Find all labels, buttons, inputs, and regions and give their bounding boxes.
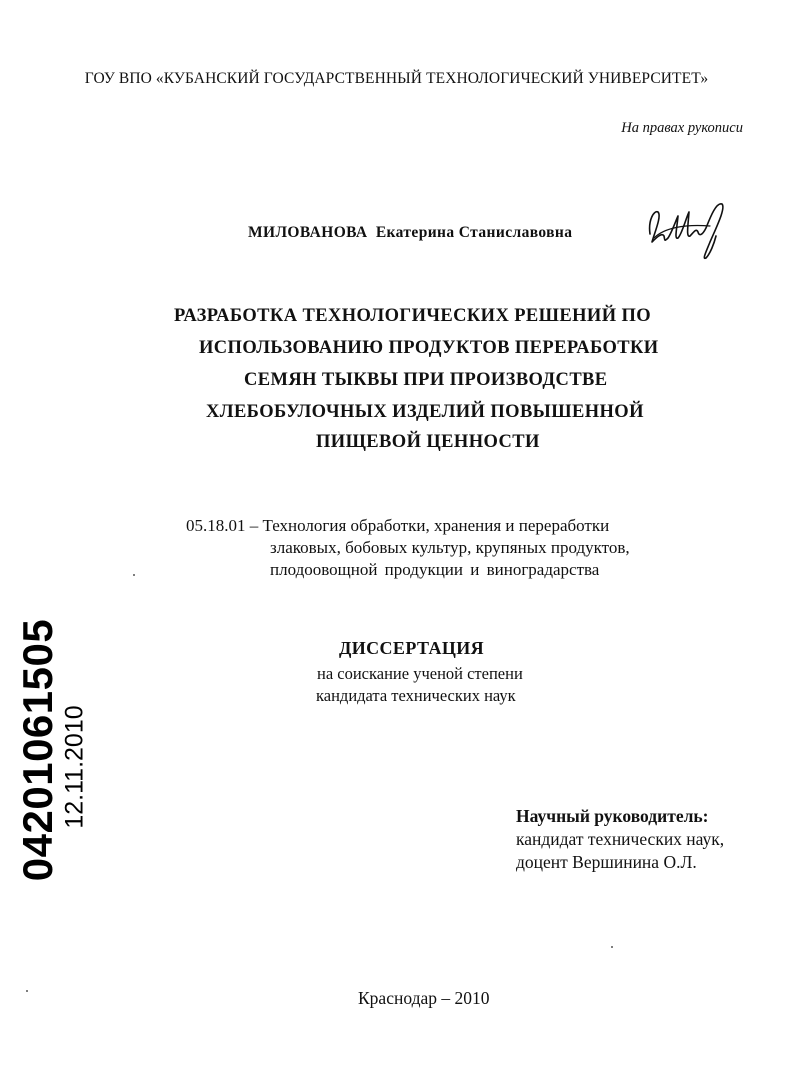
degree-line-1: на соискание ученой степени xyxy=(317,664,523,683)
handwritten-signature xyxy=(644,198,730,264)
title-line-2: ИСПОЛЬЗОВАНИЮ ПРОДУКТОВ ПЕРЕРАБОТКИ xyxy=(199,338,659,358)
degree-line-2: кандидата технических наук xyxy=(316,686,516,705)
university-name: ГОУ ВПО «КУБАНСКИЙ ГОСУДАРСТВЕННЫЙ ТЕХНОЛОГИЧЕСКИЙ УНИВЕРСИТЕТ» xyxy=(84,70,709,87)
scan-speck xyxy=(611,946,613,948)
title-line-1: РАЗРАБОТКА ТЕХНОЛОГИЧЕСКИХ РЕШЕНИЙ ПО xyxy=(174,306,652,326)
advisor-line-1: кандидат технических наук, xyxy=(516,829,725,849)
title-line-5: ПИЩЕВОЙ ЦЕННОСТИ xyxy=(316,432,540,452)
specialty-line-1: 05.18.01 – Технология обработки, хранения и переработки xyxy=(186,516,610,535)
library-stamp-code: 04201061505 xyxy=(14,618,61,882)
dissertation-label: ДИССЕРТАЦИЯ xyxy=(338,638,485,658)
title-line-3: СЕМЯН ТЫКВЫ ПРИ ПРОИЗВОДСТВЕ xyxy=(244,370,608,390)
author-name xyxy=(248,224,572,242)
manuscript-note: На правах рукописи xyxy=(621,120,743,136)
library-stamp-date: 12.11.2010 xyxy=(60,705,89,829)
scan-speck xyxy=(133,574,135,576)
author-given-names: Екатерина Станиславовна xyxy=(375,224,573,241)
advisor-label: Научный руководитель: xyxy=(516,806,709,826)
specialty-line-2: злаковых, бобовых культур, крупяных продуктов, xyxy=(270,538,630,557)
specialty-line-3: плодоовощной продукции и виноградарства xyxy=(270,560,600,579)
advisor-line-2: доцент Вершинина О.Л. xyxy=(516,852,697,872)
author-surname: МИЛОВАНОВА xyxy=(248,224,368,241)
scan-speck xyxy=(26,990,28,992)
title-line-4: ХЛЕБОБУЛОЧНЫХ ИЗДЕЛИЙ ПОВЫШЕННОЙ xyxy=(206,402,644,422)
city-year: Краснодар – 2010 xyxy=(358,988,490,1008)
